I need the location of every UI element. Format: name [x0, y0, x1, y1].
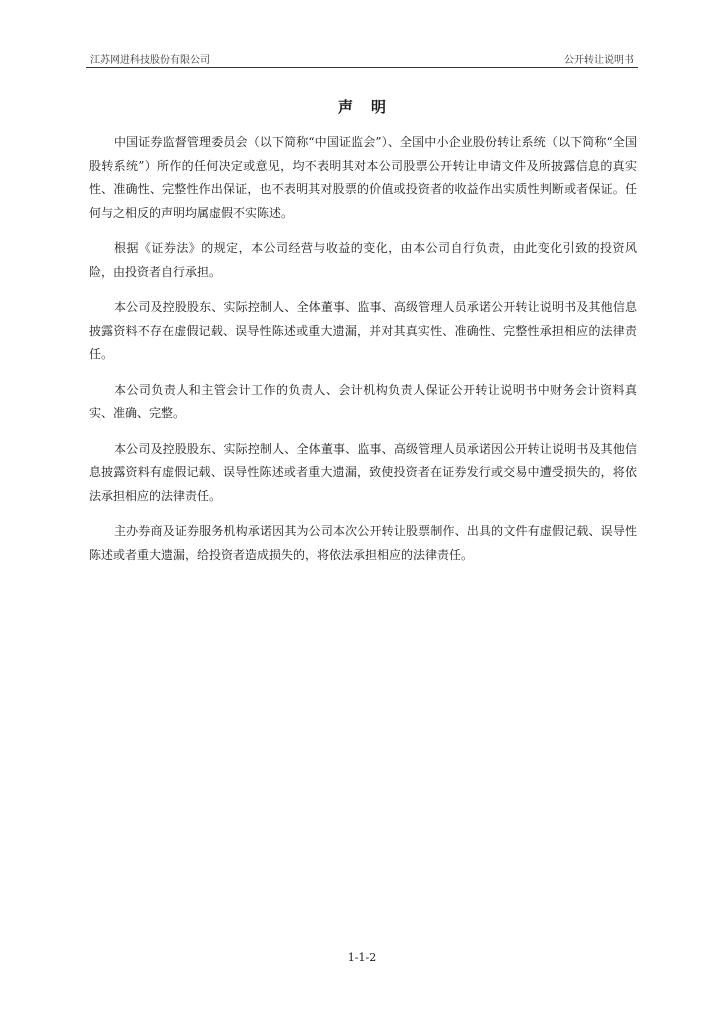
paragraph-broker-commitment: 主办券商及证券服务机构承诺因其为公司本次公开转让股票制作、出具的文件有虚假记载、误导性陈述或者重大遗漏，给投资者造成损失的，将依法承担相应的法律责任。 — [89, 524, 637, 562]
page-number: 1-1-2 — [347, 951, 377, 964]
paragraph-financial-guarantee: 本公司负责人和主管会计工作的负责人、会计机构负责人保证公开转让说明书中财务会计资料真实、准确、完整。 — [89, 382, 637, 420]
paragraph-liability-commitment: 本公司及控股股东、实际控制人、全体董事、监事、高级管理人员承诺因公开转让说明书及其他信息披露资料有虚假记载、误导性陈述或者重大遗漏，致使投资者在证券发行或交易中遭受损失的，将依法承担相应的法律责任。 — [89, 441, 637, 503]
paragraph-company-commitment: 本公司及控股股东、实际控制人、全体董事、监事、高级管理人员承诺公开转让说明书及其他信息披露资料不存在虚假记载、误导性陈述或重大遗漏，并对其真实性、准确性、完整性承担相应的法律责任。 — [89, 300, 637, 361]
page-title: 声明 — [337, 98, 404, 116]
header-document-type: 公开转让说明书 — [564, 55, 634, 66]
paragraph-investment-risk: 根据《证券法》的规定，本公司经营与收益的变化，由本公司自行负责，由此变化引致的投资风险，由投资者自行承担。 — [89, 241, 637, 279]
header-company-name: 江苏网进科技股份有限公司 — [90, 55, 210, 66]
statement-body — [89, 131, 637, 579]
paragraph-regulator-disclaimer: 中国证券监督管理委员会（以下简称“中国证监会”）、全国中小企业股份转让系统（以下简称“全国股转系统”）所作的任何决定或意见，均不表明其对本公司股票公开转让申请文件及所披露信息的真实性、准确性、完整性作出保证，也不表明其对股票的价值或投资者的收益作出实质性判断或者保证。任何与之相反的声明均属虚假不实陈述。 — [89, 135, 637, 220]
page-header — [86, 49, 638, 68]
